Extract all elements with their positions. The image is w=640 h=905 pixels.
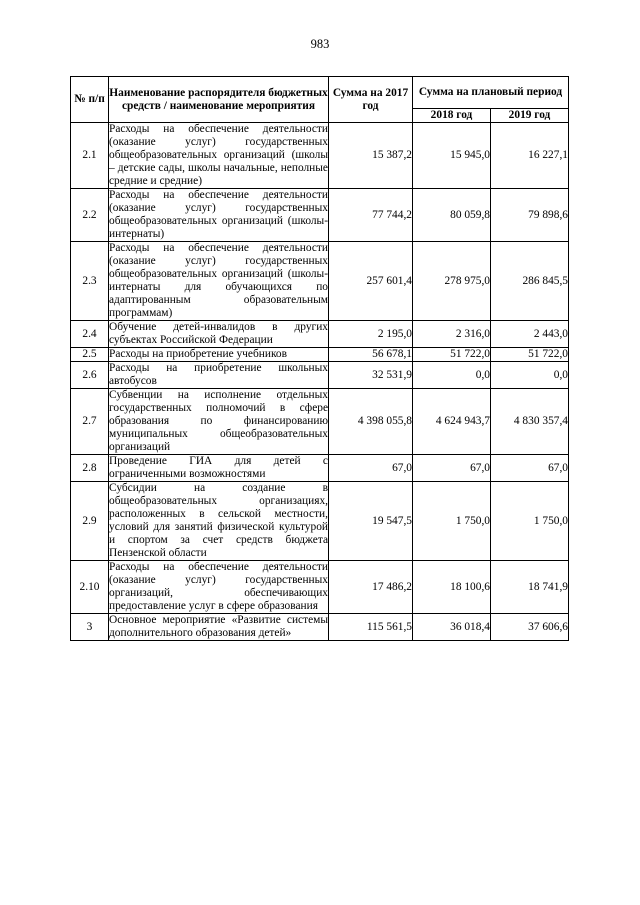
row-number: 2.9 bbox=[71, 482, 109, 561]
table-row bbox=[71, 123, 569, 189]
header-2018: 2018 год bbox=[413, 109, 491, 123]
row-value-2018: 15 945,0 bbox=[413, 123, 491, 189]
header-num: № п/п bbox=[71, 77, 109, 123]
row-number: 2.7 bbox=[71, 389, 109, 455]
row-value-2019: 2 443,0 bbox=[491, 321, 569, 348]
row-name: Расходы на приобретение школьных автобусов bbox=[109, 362, 328, 387]
row-value-2019: 4 830 357,4 bbox=[491, 389, 569, 455]
row-value-2018: 51 722,0 bbox=[413, 348, 491, 362]
header-2017: Сумма на 2017 год bbox=[329, 77, 413, 123]
row-value-2018: 2 316,0 bbox=[413, 321, 491, 348]
row-value-2019: 51 722,0 bbox=[491, 348, 569, 362]
row-value-2017: 32 531,9 bbox=[329, 362, 413, 389]
table-row bbox=[71, 242, 569, 321]
row-number: 2.5 bbox=[71, 348, 109, 362]
row-name: Расходы на обеспечение деятельности (оказание услуг) государственных организаций, обеспечивающих предоставление услуг в сфере образования bbox=[109, 561, 328, 612]
table-row bbox=[71, 455, 569, 482]
table-row bbox=[71, 614, 569, 641]
row-value-2018: 1 750,0 bbox=[413, 482, 491, 561]
row-value-2018: 0,0 bbox=[413, 362, 491, 389]
row-name: Субсидии на создание в общеобразовательных организациях, расположенных в сельской местности, условий для занятий физической культурой и спортом за счет средств бюджета Пензенской области bbox=[109, 482, 328, 559]
row-value-2017: 2 195,0 bbox=[329, 321, 413, 348]
page-number: 983 bbox=[310, 37, 330, 51]
row-number: 2.8 bbox=[71, 455, 109, 482]
row-value-2017: 56 678,1 bbox=[329, 348, 413, 362]
row-value-2017: 4 398 055,8 bbox=[329, 389, 413, 455]
row-name: Расходы на обеспечение деятельности (оказание услуг) государственных общеобразовательных организаций (школы-интернаты) bbox=[109, 189, 328, 240]
row-value-2019: 79 898,6 bbox=[491, 189, 569, 242]
row-value-2019: 1 750,0 bbox=[491, 482, 569, 561]
row-value-2019: 16 227,1 bbox=[491, 123, 569, 189]
row-value-2018: 278 975,0 bbox=[413, 242, 491, 321]
header-name: Наименование распорядителя бюджетных средств / наименование мероприятия bbox=[109, 77, 329, 123]
row-value-2017: 17 486,2 bbox=[329, 561, 413, 614]
row-value-2018: 36 018,4 bbox=[413, 614, 491, 641]
row-name: Расходы на обеспечение деятельности (оказание услуг) государственных общеобразовательных организаций (школы-интернаты для обучающихся по адаптированным образовательным программам) bbox=[109, 242, 328, 319]
row-value-2018: 4 624 943,7 bbox=[413, 389, 491, 455]
row-number: 2.1 bbox=[71, 123, 109, 189]
row-value-2017: 115 561,5 bbox=[329, 614, 413, 641]
row-number: 2.2 bbox=[71, 189, 109, 242]
header-2019: 2019 год bbox=[491, 109, 569, 123]
row-name: Основное мероприятие «Развитие системы дополнительного образования детей» bbox=[109, 614, 328, 639]
row-number: 2.10 bbox=[71, 561, 109, 614]
table-row bbox=[71, 189, 569, 242]
row-name: Обучение детей-инвалидов в других субъектах Российской Федерации bbox=[109, 321, 328, 346]
row-value-2017: 77 744,2 bbox=[329, 189, 413, 242]
table-row bbox=[71, 389, 569, 455]
row-value-2019: 67,0 bbox=[491, 455, 569, 482]
row-value-2017: 19 547,5 bbox=[329, 482, 413, 561]
row-value-2018: 18 100,6 bbox=[413, 561, 491, 614]
row-value-2019: 37 606,6 bbox=[491, 614, 569, 641]
row-value-2019: 18 741,9 bbox=[491, 561, 569, 614]
row-value-2018: 67,0 bbox=[413, 455, 491, 482]
row-number: 2.3 bbox=[71, 242, 109, 321]
table-row bbox=[71, 362, 569, 389]
row-name: Расходы на обеспечение деятельности (оказание услуг) государственных общеобразовательных организаций (школы – детские сады, школы начальные, неполные средние и средние) bbox=[109, 123, 328, 187]
row-value-2019: 286 845,5 bbox=[491, 242, 569, 321]
row-value-2017: 67,0 bbox=[329, 455, 413, 482]
header-plan-period: Сумма на плановый период bbox=[413, 77, 569, 109]
row-number: 3 bbox=[71, 614, 109, 641]
row-value-2019: 0,0 bbox=[491, 362, 569, 389]
budget-table bbox=[70, 76, 569, 641]
header-row bbox=[71, 77, 569, 109]
row-value-2018: 80 059,8 bbox=[413, 189, 491, 242]
table-row bbox=[71, 482, 569, 561]
row-number: 2.4 bbox=[71, 321, 109, 348]
row-value-2017: 15 387,2 bbox=[329, 123, 413, 189]
row-name: Субвенции на исполнение отдельных государственных полномочий в сфере образования по финансированию муниципальных общеобразовательных организаций bbox=[109, 389, 328, 453]
row-name: Расходы на приобретение учебников bbox=[109, 348, 329, 362]
row-number: 2.6 bbox=[71, 362, 109, 389]
table-row bbox=[71, 321, 569, 348]
row-value-2017: 257 601,4 bbox=[329, 242, 413, 321]
table-row bbox=[71, 348, 569, 362]
table-row bbox=[71, 561, 569, 614]
row-name: Проведение ГИА для детей с ограниченными возможностями bbox=[109, 455, 328, 480]
